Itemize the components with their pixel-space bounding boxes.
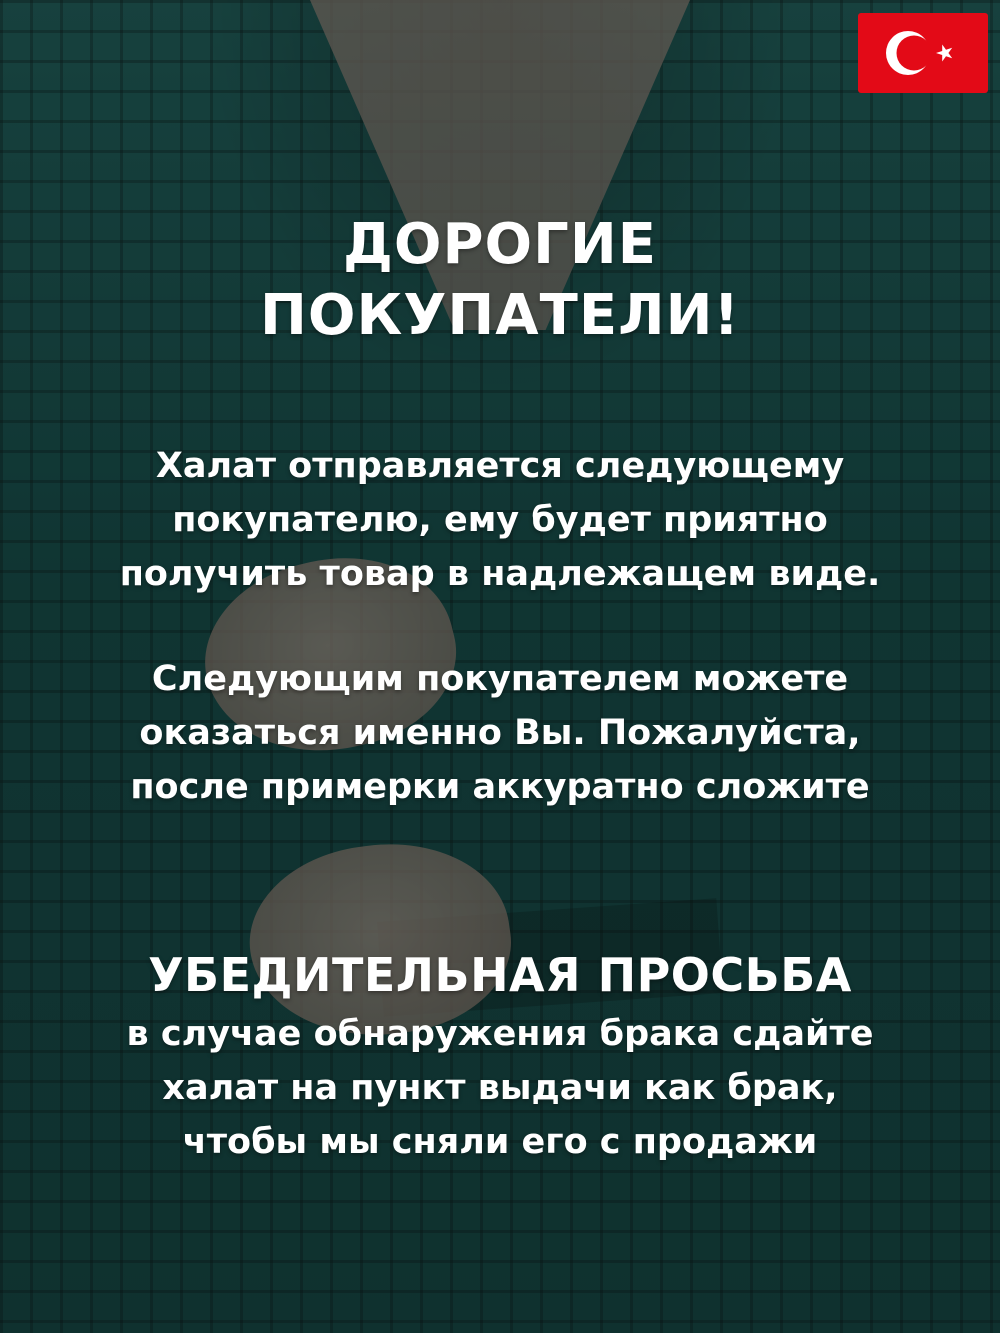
paragraph2-line-1: Следующим покупателем можете: [151, 659, 849, 699]
request-line-2: халат на пункт выдачи как брак,: [162, 1068, 838, 1108]
paragraph2-line-2: оказаться именно Вы. Пожалуйста,: [139, 713, 861, 753]
request-line-1: в случае обнаружения брака сдайте: [126, 1014, 874, 1054]
paragraph2-line-3: после примерки аккуратно сложите: [130, 767, 870, 807]
request-title: УБЕДИТЕЛЬНАЯ ПРОСЬБА: [148, 948, 852, 1002]
paragraph1-line-2: покупателю, ему будет приятно: [172, 500, 828, 540]
heading-line-1: ДОРОГИЕ: [343, 212, 657, 277]
heading-line-2: ПОКУПАТЕЛИ!: [260, 283, 740, 348]
paragraph1-line-3: получить товар в надлежащем виде.: [119, 554, 881, 594]
request-line-3: чтобы мы сняли его с продажи: [182, 1122, 818, 1162]
paragraph1-line-1: Халат отправляется следующему: [155, 446, 845, 486]
